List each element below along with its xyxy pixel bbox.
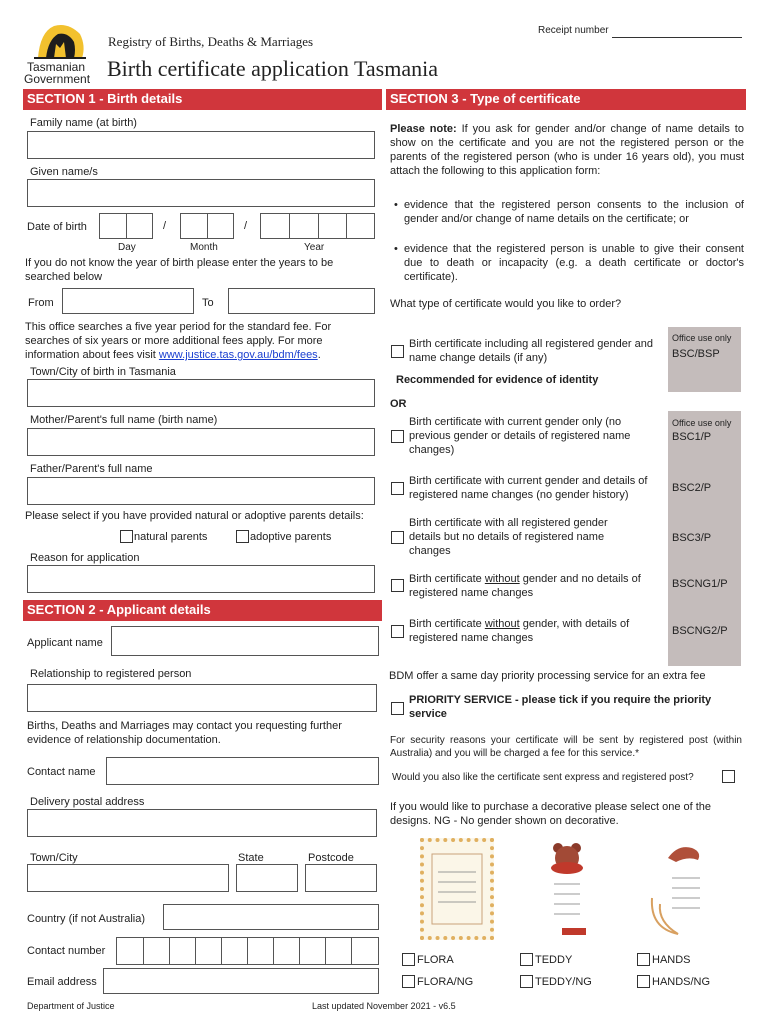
code-bscng1: BSCNG1/P bbox=[672, 578, 728, 590]
option-3-checkbox[interactable] bbox=[391, 482, 404, 495]
month-caption: Month bbox=[190, 242, 218, 253]
given-names-label: Given name/s bbox=[30, 166, 98, 178]
email-label: Email address bbox=[27, 976, 97, 988]
code-bsc-bsp: BSC/BSP bbox=[672, 348, 720, 360]
postcode-input[interactable] bbox=[305, 864, 377, 892]
fee-note: This office searches a five year period for the standard fee. For searches of six years or more additional fees apply. For more information about fees visit www.justice.tas.gov.au/bdm/fees. bbox=[25, 321, 332, 361]
from-label: From bbox=[28, 297, 54, 309]
flora-checkbox[interactable] bbox=[402, 953, 415, 966]
dob-slash-1: / bbox=[163, 220, 167, 232]
contact-name-input[interactable] bbox=[106, 757, 379, 785]
dob-year-input[interactable] bbox=[260, 213, 375, 239]
code-bsc3: BSC3/P bbox=[672, 532, 712, 544]
contact-number-label: Contact number bbox=[27, 945, 106, 957]
option-2-checkbox[interactable] bbox=[391, 430, 404, 443]
priority-label: PRIORITY SERVICE - please tick if you require the priority service bbox=[409, 694, 712, 720]
receipt-number-field[interactable] bbox=[612, 37, 742, 38]
to-year-input[interactable] bbox=[228, 288, 375, 314]
town-label: Town/City bbox=[30, 852, 78, 864]
teddy-bear-icon bbox=[532, 838, 602, 938]
receipt-label: Receipt number bbox=[538, 25, 609, 36]
express-checkbox[interactable] bbox=[722, 770, 735, 783]
priority-checkbox[interactable] bbox=[391, 702, 404, 715]
email-input[interactable] bbox=[103, 968, 379, 994]
country-label: Country (if not Australia) bbox=[27, 913, 145, 925]
express-question: Would you also like the certificate sent express and registered post? bbox=[392, 772, 694, 783]
given-names-input[interactable] bbox=[27, 179, 375, 207]
mother-label: Mother/Parent's full name (birth name) bbox=[30, 414, 218, 426]
relationship-input[interactable] bbox=[27, 684, 377, 712]
day-caption: Day bbox=[118, 242, 136, 253]
state-input[interactable] bbox=[236, 864, 298, 892]
father-name-input[interactable] bbox=[27, 477, 375, 505]
dob-label: Date of birth bbox=[27, 221, 87, 233]
teddy-label: TEDDY bbox=[535, 954, 573, 966]
office-use-label-1: Office use only bbox=[672, 333, 732, 343]
family-name-label: Family name (at birth) bbox=[30, 117, 137, 129]
from-year-input[interactable] bbox=[62, 288, 194, 314]
security-note: For security reasons your certificate will be sent by registered post (within Australia) and you will be charged a fee for this service.* bbox=[390, 735, 742, 759]
tasmanian-government-logo bbox=[24, 18, 96, 86]
reason-label: Reason for application bbox=[30, 552, 140, 564]
code-bsc1: BSC1/P bbox=[672, 431, 712, 443]
hands-ng-checkbox[interactable] bbox=[637, 975, 650, 988]
fees-link[interactable]: www.justice.tas.gov.au/bdm/fees bbox=[158, 349, 318, 361]
delivery-address-input[interactable] bbox=[27, 809, 377, 837]
option-1-checkbox[interactable] bbox=[391, 345, 404, 358]
flora-decoration-icon bbox=[424, 842, 490, 936]
year-unknown-note: If you do not know the year of birth please enter the years to be searched below bbox=[25, 257, 334, 283]
town-birth-label: Town/City of birth in Tasmania bbox=[30, 366, 176, 378]
select-parents-note: Please select if you have provided natural or adoptive parents details: bbox=[25, 510, 364, 522]
hands-icon bbox=[648, 838, 722, 938]
code-bscng2: BSCNG2/P bbox=[672, 625, 728, 637]
logo-line2: Government bbox=[24, 72, 91, 86]
office-use-label-2: Office use only bbox=[672, 418, 732, 428]
teddy-checkbox[interactable] bbox=[520, 953, 533, 966]
bullet-2-icon: • bbox=[394, 243, 398, 255]
option-6-checkbox[interactable] bbox=[391, 625, 404, 638]
bullet-1-icon: • bbox=[394, 199, 398, 211]
delivery-label: Delivery postal address bbox=[30, 796, 145, 808]
option-5-label: Birth certificate without gender and no details of registered name changes bbox=[409, 573, 641, 599]
hands-label: HANDS bbox=[652, 954, 691, 966]
teddy-ng-checkbox[interactable] bbox=[520, 975, 533, 988]
relationship-label: Relationship to registered person bbox=[30, 668, 192, 680]
recommended-note: Recommended for evidence of identity bbox=[396, 374, 599, 386]
natural-parents-checkbox[interactable] bbox=[120, 530, 133, 543]
page-title: Birth certificate application Tasmania bbox=[107, 56, 438, 81]
adoptive-parents-label: adoptive parents bbox=[250, 531, 332, 543]
section3-header: SECTION 3 - Type of certificate bbox=[386, 89, 746, 110]
tasmanian-tiger-icon bbox=[24, 18, 96, 66]
applicant-name-label: Applicant name bbox=[27, 637, 103, 649]
registry-name: Registry of Births, Deaths & Marriages bbox=[108, 34, 314, 49]
hands-ng-label: HANDS/NG bbox=[652, 976, 711, 988]
section2-header: SECTION 2 - Applicant details bbox=[23, 600, 382, 621]
teddy-design-image bbox=[532, 838, 602, 938]
flora-design-image bbox=[420, 838, 494, 940]
family-name-input[interactable] bbox=[27, 131, 375, 159]
contact-name-label: Contact name bbox=[27, 766, 96, 778]
option-2-label: Birth certificate with current gender only (no previous gender or details of registered name changes) bbox=[409, 416, 631, 456]
hands-design-image bbox=[648, 838, 722, 938]
town-input[interactable] bbox=[27, 864, 229, 892]
logo-line1: Tasmanian bbox=[27, 60, 86, 74]
to-label: To bbox=[202, 297, 214, 309]
bullet-1-text: evidence that the registered person consents to the inclusion of gender and/or change of name details on the certificate; or bbox=[404, 199, 744, 225]
flora-ng-checkbox[interactable] bbox=[402, 975, 415, 988]
dob-slash-2: / bbox=[244, 220, 248, 232]
option-3-label: Birth certificate with current gender and details of registered name changes (no gender history) bbox=[409, 475, 648, 501]
hands-checkbox[interactable] bbox=[637, 953, 650, 966]
option-5-checkbox[interactable] bbox=[391, 579, 404, 592]
dob-month-input[interactable] bbox=[180, 213, 234, 239]
contact-number-input[interactable] bbox=[116, 937, 379, 965]
reason-input[interactable] bbox=[27, 565, 375, 593]
mother-name-input[interactable] bbox=[27, 428, 375, 456]
applicant-name-input[interactable] bbox=[111, 626, 379, 656]
option-4-checkbox[interactable] bbox=[391, 531, 404, 544]
option-4-label: Birth certificate with all registered gender details but no details of registered name changes bbox=[409, 517, 608, 557]
flora-ng-label: FLORA/NG bbox=[417, 976, 474, 988]
adoptive-parents-checkbox[interactable] bbox=[236, 530, 249, 543]
flora-label: FLORA bbox=[417, 954, 454, 966]
natural-parents-label: natural parents bbox=[134, 531, 208, 543]
footer-dept: Department of Justice bbox=[27, 1001, 115, 1011]
state-label: State bbox=[238, 852, 264, 864]
father-label: Father/Parent's full name bbox=[30, 463, 153, 475]
code-bsc2: BSC2/P bbox=[672, 482, 712, 494]
year-caption: Year bbox=[304, 242, 325, 253]
priority-note: BDM offer a same day priority processing service for an extra fee bbox=[389, 670, 706, 682]
town-birth-input[interactable] bbox=[27, 379, 375, 407]
decorative-note: If you would like to purchase a decorative please select one of the designs. NG - No gender shown on decorative. bbox=[390, 801, 712, 827]
or-label: OR bbox=[390, 398, 407, 410]
footer-updated: Last updated November 2021 - v6.5 bbox=[312, 1001, 456, 1011]
bullet-2-text: evidence that the registered person is unable to give their consent due to death or incapacity (e.g. a death certificate or doctor's certificate). bbox=[404, 243, 744, 283]
certificate-question: What type of certificate would you like to order? bbox=[390, 298, 622, 310]
contact-note: Births, Deaths and Marriages may contact you requesting further evidence of relationship documentation. bbox=[27, 720, 342, 746]
teddy-ng-label: TEDDY/NG bbox=[535, 976, 592, 988]
postcode-label: Postcode bbox=[308, 852, 354, 864]
option-1-label: Birth certificate including all registered gender and name change details (if any) bbox=[409, 338, 653, 364]
section1-header: SECTION 1 - Birth details bbox=[23, 89, 382, 110]
country-input[interactable] bbox=[163, 904, 379, 930]
option-6-label: Birth certificate without gender, with details of registered name changes bbox=[409, 618, 630, 644]
dob-day-input[interactable] bbox=[99, 213, 153, 239]
please-note: Please note: If you ask for gender and/or change of name details to show on the certificate and you are not the registered person or the parents of the registered person (who is under 16 years old), you must attach the following to this application form: bbox=[390, 123, 744, 177]
